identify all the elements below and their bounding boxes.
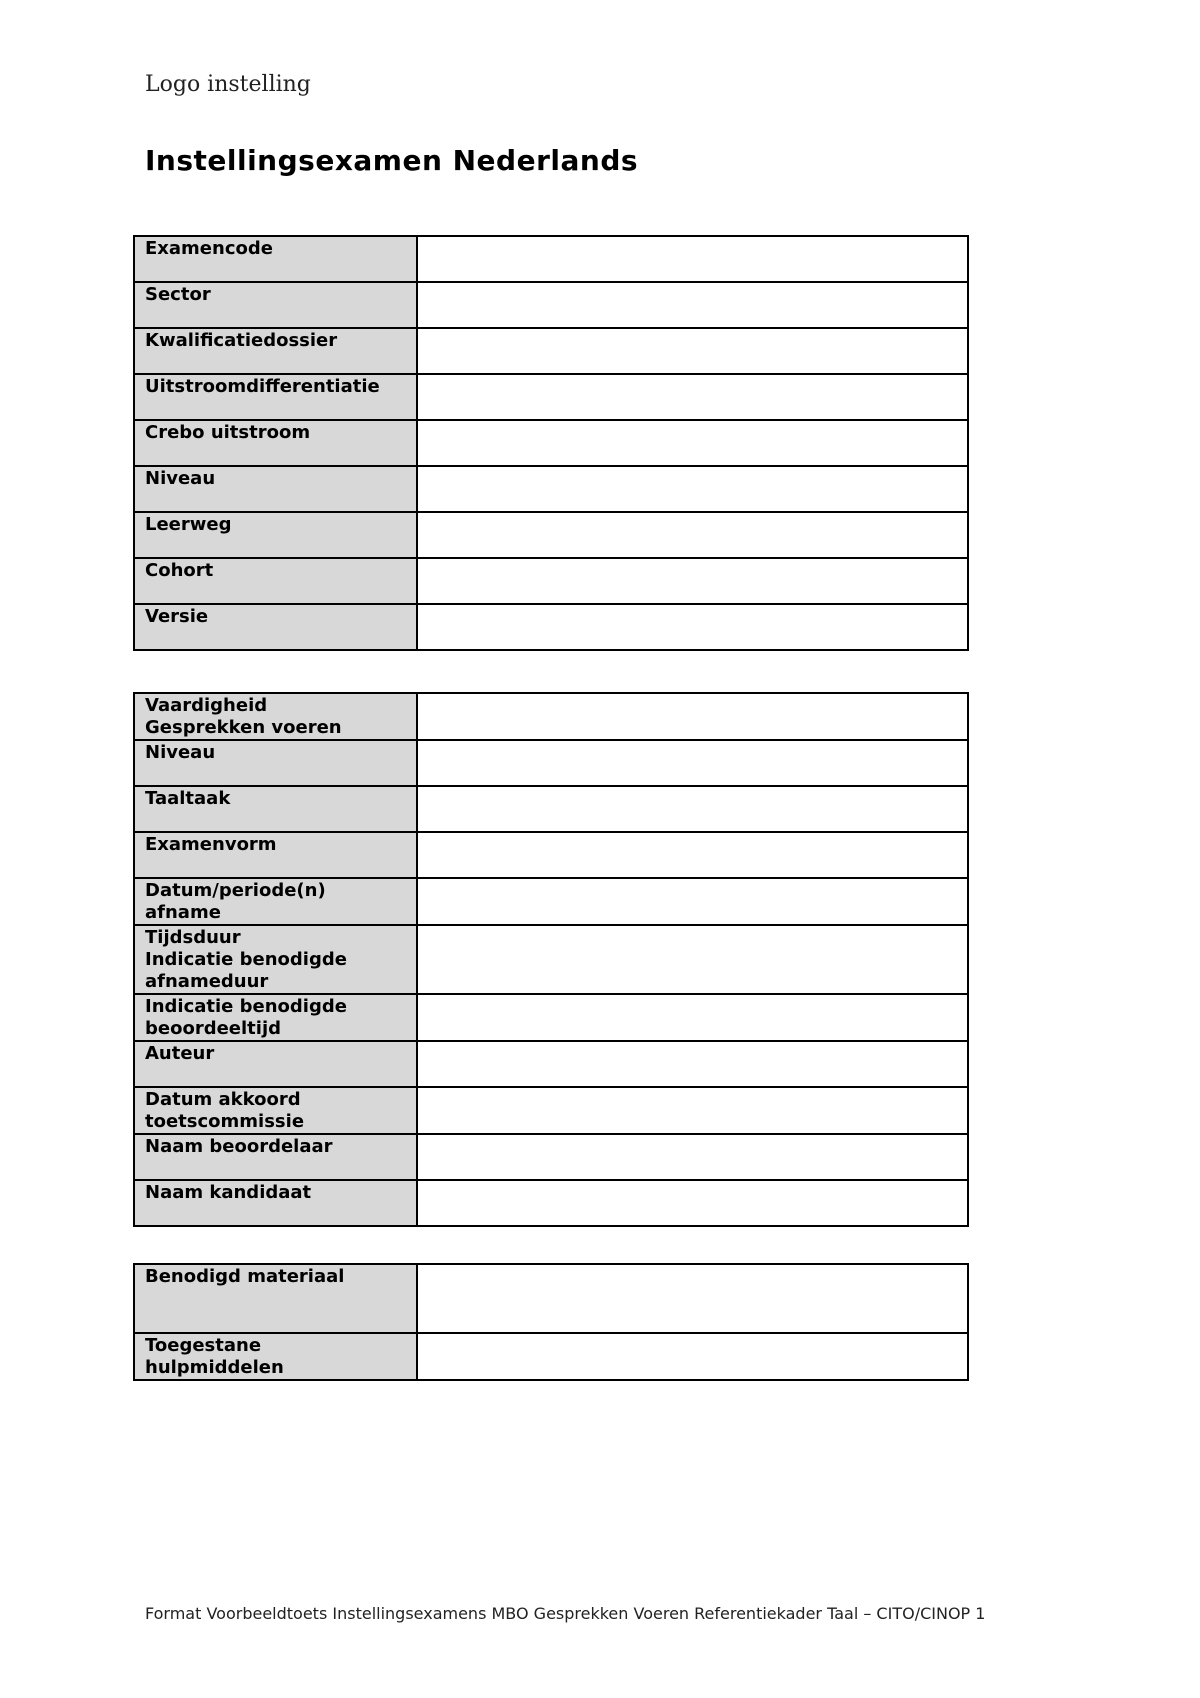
datum-periode-afname-label: Datum/periode(n) afname: [134, 878, 417, 925]
benodigd-materiaal-field[interactable]: [417, 1264, 968, 1333]
benodigd-materiaal-label: Benodigd materiaal: [134, 1264, 417, 1333]
table-row: [134, 1333, 968, 1380]
table-row: [134, 1180, 968, 1226]
table-row: [134, 466, 968, 512]
toegestane-hulpmiddelen-field[interactable]: [417, 1333, 968, 1380]
niveau-field[interactable]: [417, 740, 968, 786]
taaltaak-label: Taaltaak: [134, 786, 417, 832]
uitstroomdifferentiatie-field[interactable]: [417, 374, 968, 420]
table-row: [134, 878, 968, 925]
naam-kandidaat-field[interactable]: [417, 1180, 968, 1226]
table-row: [134, 328, 968, 374]
examencode-field[interactable]: [417, 236, 968, 282]
skill-details-table: [133, 692, 969, 1227]
beoordeeltijd-label: Indicatie benodigde beoordeeltijd: [134, 994, 417, 1041]
table-row: [134, 558, 968, 604]
table-row: [134, 236, 968, 282]
exam-info-table: [133, 235, 969, 651]
sector-label: Sector: [134, 282, 417, 328]
table-row: [134, 512, 968, 558]
table-row: [134, 740, 968, 786]
versie-label: Versie: [134, 604, 417, 650]
vaardigheid-label: Vaardigheid Gesprekken voeren: [134, 693, 417, 740]
tijdsduur-label: Tijdsduur Indicatie benodigde afnameduur: [134, 925, 417, 994]
examencode-label: Examencode: [134, 236, 417, 282]
table-row: [134, 693, 968, 740]
table-row: [134, 420, 968, 466]
table-row: [134, 994, 968, 1041]
page-title: Instellingsexamen Nederlands: [145, 144, 639, 177]
niveau-field[interactable]: [417, 466, 968, 512]
vaardigheid-field[interactable]: [417, 693, 968, 740]
leerweg-label: Leerweg: [134, 512, 417, 558]
uitstroomdifferentiatie-label: Uitstroomdifferentiatie: [134, 374, 417, 420]
naam-beoordelaar-label: Naam beoordelaar: [134, 1134, 417, 1180]
beoordeeltijd-field[interactable]: [417, 994, 968, 1041]
table-row: [134, 786, 968, 832]
table-row: [134, 374, 968, 420]
table-row: [134, 1041, 968, 1087]
materials-table: [133, 1263, 969, 1381]
datum-akkoord-field[interactable]: [417, 1087, 968, 1134]
kwalificatiedossier-label: Kwalificatiedossier: [134, 328, 417, 374]
versie-field[interactable]: [417, 604, 968, 650]
table-row: [134, 1264, 968, 1333]
table-row: [134, 1134, 968, 1180]
table-row: [134, 1087, 968, 1134]
examenvorm-field[interactable]: [417, 832, 968, 878]
table-row: [134, 925, 968, 994]
niveau-label: Niveau: [134, 466, 417, 512]
crebo-uitstroom-field[interactable]: [417, 420, 968, 466]
datum-akkoord-label: Datum akkoord toetscommissie: [134, 1087, 417, 1134]
auteur-field[interactable]: [417, 1041, 968, 1087]
table-row: [134, 832, 968, 878]
tijdsduur-field[interactable]: [417, 925, 968, 994]
toegestane-hulpmiddelen-label: Toegestane hulpmiddelen: [134, 1333, 417, 1380]
table-row: [134, 604, 968, 650]
sector-field[interactable]: [417, 282, 968, 328]
cohort-field[interactable]: [417, 558, 968, 604]
naam-kandidaat-label: Naam kandidaat: [134, 1180, 417, 1226]
niveau-label: Niveau: [134, 740, 417, 786]
naam-beoordelaar-field[interactable]: [417, 1134, 968, 1180]
taaltaak-field[interactable]: [417, 786, 968, 832]
page-footer: Format Voorbeeldtoets Instellingsexamens MBO Gesprekken Voeren Referentiekader Taal – CITO/CINOP 1: [145, 1604, 986, 1623]
datum-periode-afname-field[interactable]: [417, 878, 968, 925]
crebo-uitstroom-label: Crebo uitstroom: [134, 420, 417, 466]
auteur-label: Auteur: [134, 1041, 417, 1087]
cohort-label: Cohort: [134, 558, 417, 604]
institution-logo-placeholder: Logo instelling: [145, 72, 311, 97]
kwalificatiedossier-field[interactable]: [417, 328, 968, 374]
table-row: [134, 282, 968, 328]
examenvorm-label: Examenvorm: [134, 832, 417, 878]
leerweg-field[interactable]: [417, 512, 968, 558]
